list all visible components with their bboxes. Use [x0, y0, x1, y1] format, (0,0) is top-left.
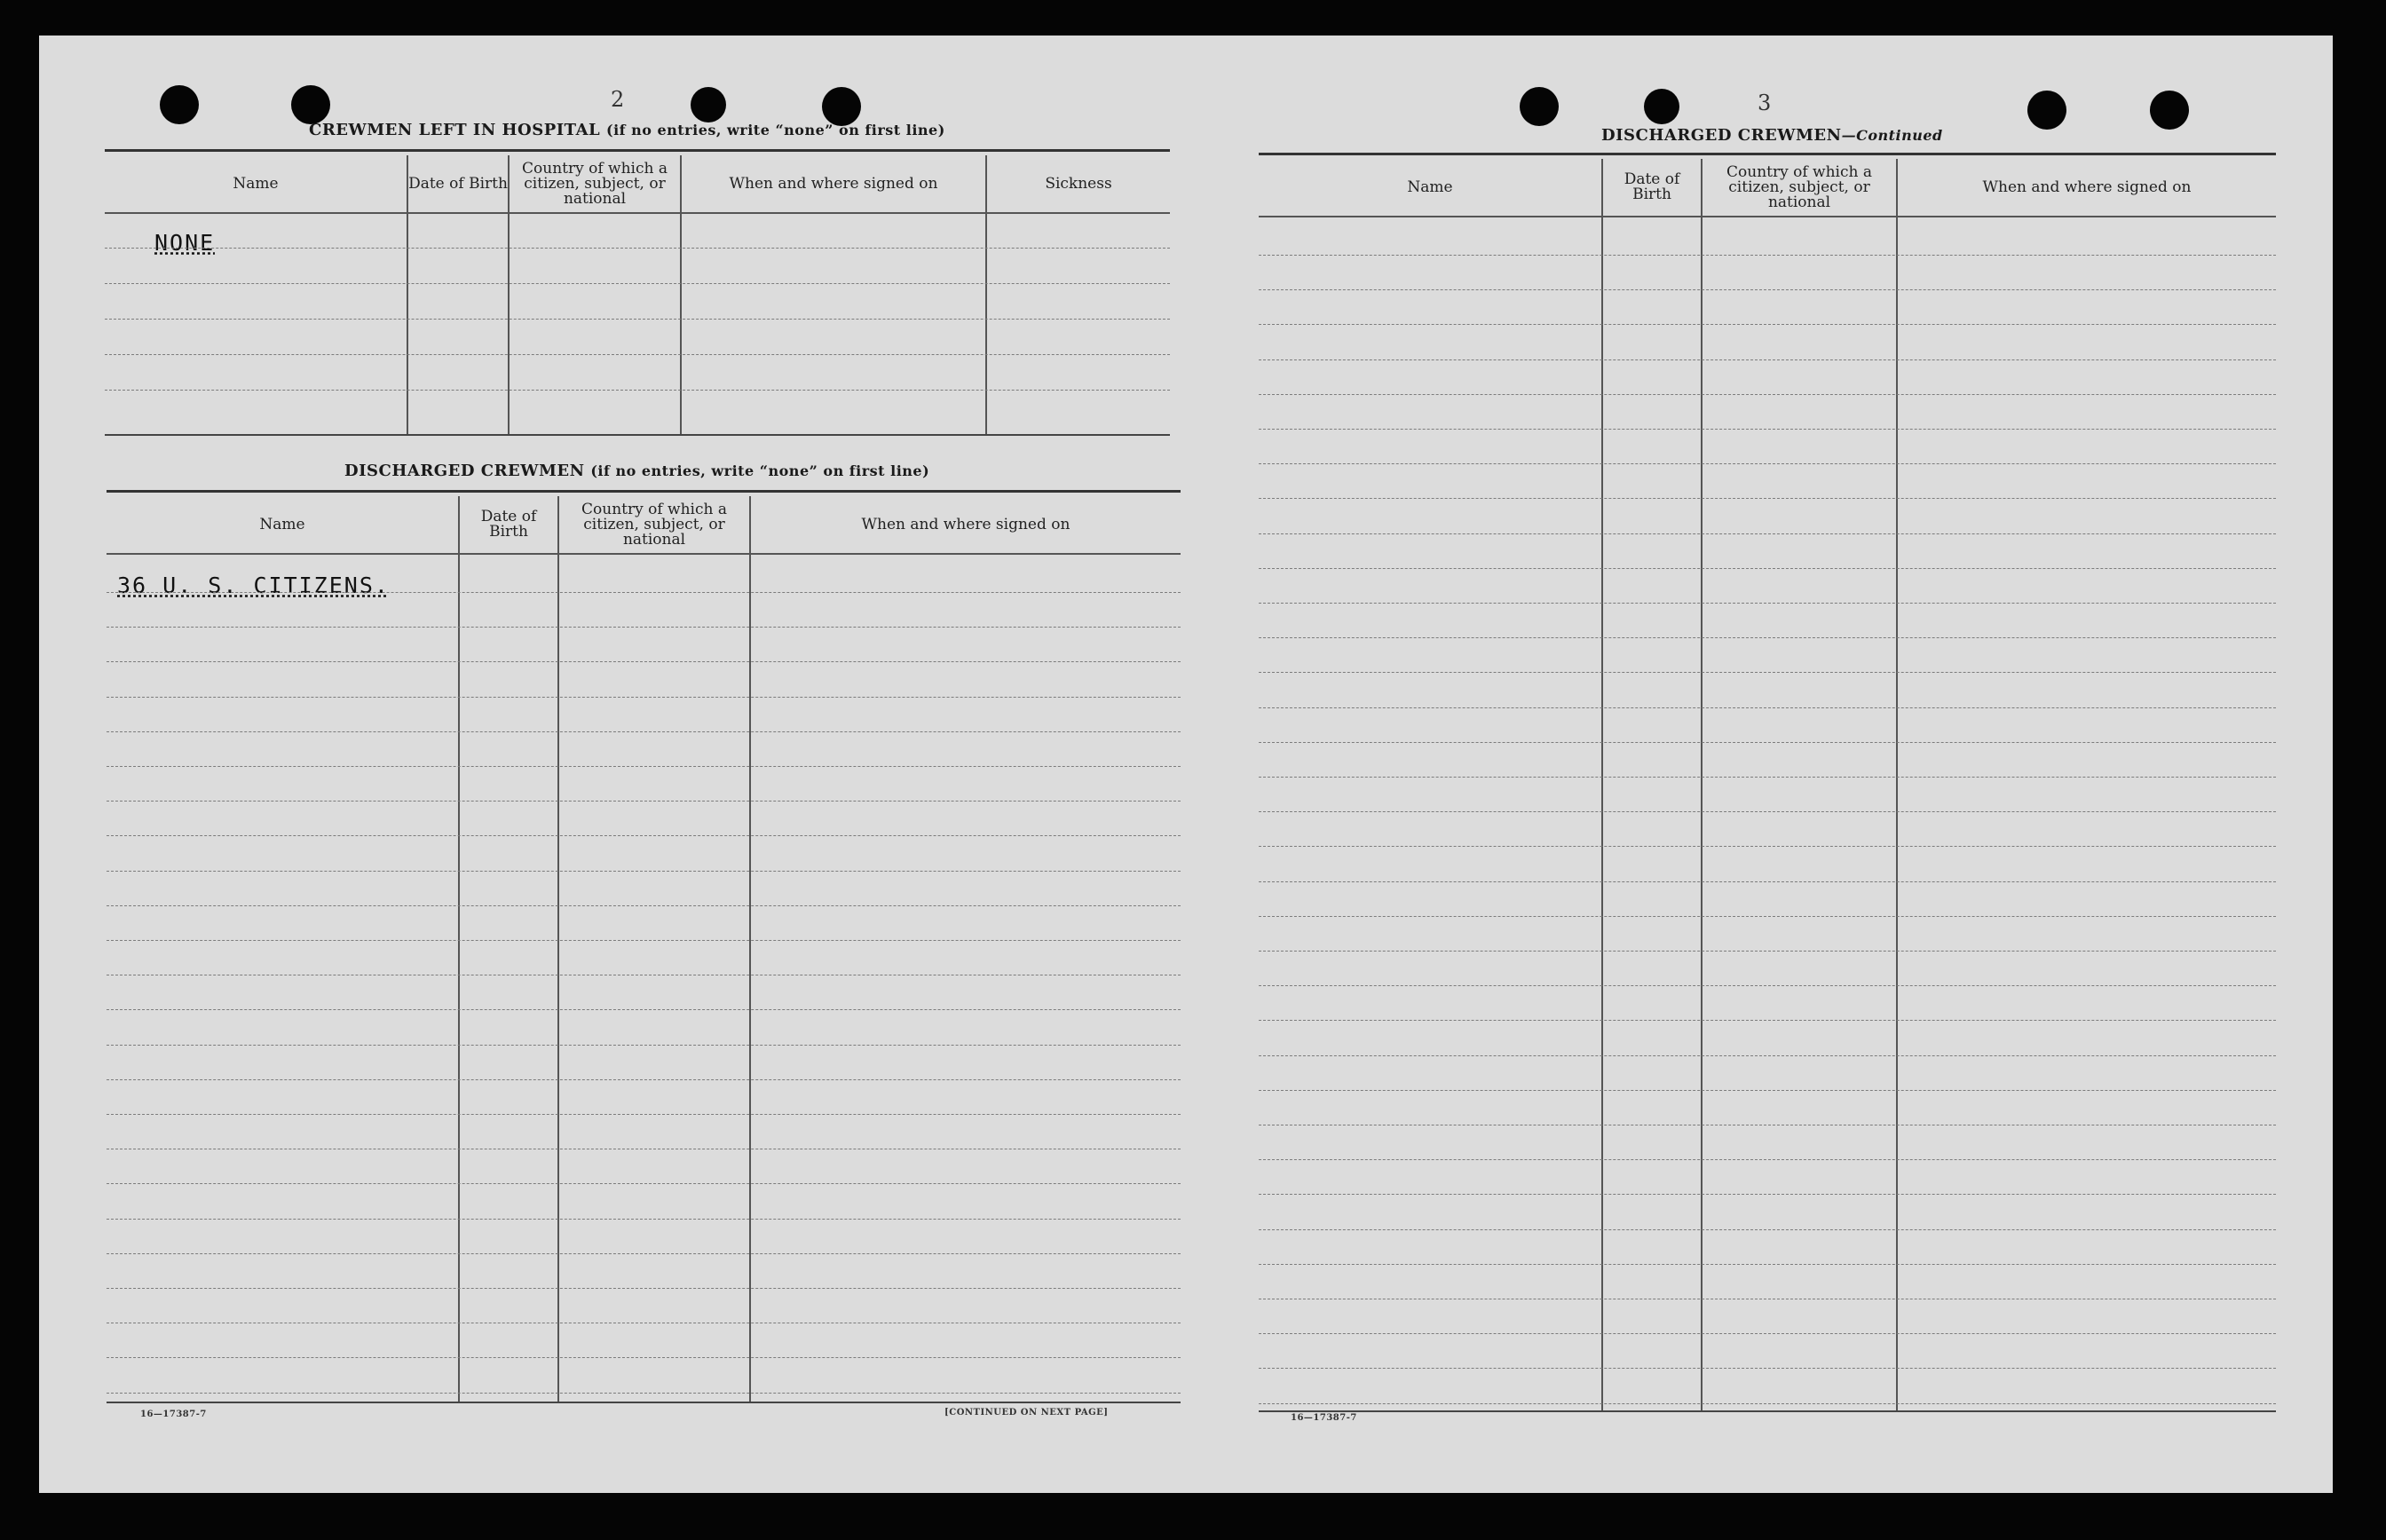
col-header-signed-on: When and where signed on	[729, 174, 938, 193]
column-divider	[508, 155, 510, 434]
continued-note: [CONTINUED ON NEXT PAGE]	[944, 1408, 1109, 1418]
table-row	[107, 1219, 1181, 1220]
column-divider	[557, 496, 559, 1402]
table-row	[1259, 603, 2276, 604]
table-row	[1259, 394, 2276, 395]
column-divider	[1701, 159, 1703, 1410]
column-divider	[1896, 159, 1898, 1410]
table-row	[1259, 1403, 2276, 1404]
discharged-continued-text: DISCHARGED CREWMEN	[1601, 126, 1842, 145]
table-row	[107, 1183, 1181, 1184]
table-row	[105, 390, 1170, 391]
punch-hole	[2027, 91, 2066, 130]
table-row	[1259, 533, 2276, 534]
column-divider	[680, 155, 682, 434]
table-row	[107, 697, 1181, 698]
table-row	[1259, 1333, 2276, 1334]
punch-hole	[291, 85, 330, 124]
table-row	[1259, 1055, 2276, 1056]
column-divider	[458, 496, 460, 1402]
table-row	[107, 1253, 1181, 1254]
col-header-country: Country of which a citizen, subject, or national	[1726, 162, 1872, 211]
continued-label: —Continued	[1841, 127, 1943, 144]
page-number-left: 2	[611, 87, 625, 112]
table-row	[107, 1393, 1181, 1394]
col-header-country: Country of which a citizen, subject, or national	[581, 500, 727, 549]
table-row	[107, 1288, 1181, 1289]
col-header-signed-on: When and where signed on	[1982, 178, 2192, 196]
hospital-table-header	[105, 155, 1170, 214]
punch-hole	[2150, 91, 2189, 130]
column-divider	[1601, 159, 1603, 1410]
col-header-date-of-birth: Date of Birth	[480, 508, 537, 541]
table-row	[1259, 777, 2276, 778]
table-row	[1259, 568, 2276, 569]
discharged-continued-header	[1259, 159, 2276, 217]
punch-hole	[1520, 87, 1559, 126]
punch-hole	[1644, 89, 1679, 124]
table-row	[107, 871, 1181, 872]
table-row	[107, 592, 1181, 593]
table-row	[1259, 846, 2276, 847]
page-number-right: 3	[1758, 91, 1772, 115]
table-row	[1259, 324, 2276, 325]
discharged-section-title	[344, 462, 929, 480]
table-row	[1259, 498, 2276, 499]
hospital-title-text: CREWMEN LEFT IN HOSPITAL	[309, 121, 601, 139]
col-header-name: Name	[233, 174, 279, 193]
table-row	[107, 627, 1181, 628]
table-row	[1259, 1229, 2276, 1230]
table-row	[1259, 672, 2276, 673]
table-row	[107, 940, 1181, 941]
table-row	[1259, 463, 2276, 464]
table-row	[107, 731, 1181, 732]
table-row	[1259, 1020, 2276, 1021]
punch-hole	[691, 87, 726, 122]
discharged-table-header	[107, 496, 1181, 555]
table-row	[1259, 742, 2276, 743]
table-row	[105, 354, 1170, 355]
col-header-name: Name	[1407, 178, 1453, 196]
hospital-table	[105, 149, 1170, 436]
column-divider	[407, 155, 408, 434]
table-row	[1259, 951, 2276, 952]
table-row	[1259, 1264, 2276, 1265]
col-header-name: Name	[259, 515, 305, 533]
col-header-country: Country of which a citizen, subject, or national	[522, 159, 668, 208]
table-row	[107, 905, 1181, 906]
discharged-continued-title	[1601, 126, 1943, 145]
table-row	[1259, 881, 2276, 882]
form-number-left: 16—17387-7	[140, 1410, 207, 1419]
column-divider	[749, 496, 751, 1402]
table-row	[1259, 916, 2276, 917]
column-divider	[985, 155, 987, 434]
table-row	[107, 1079, 1181, 1080]
table-row	[107, 1357, 1181, 1358]
col-header-date-of-birth: Date of Birth	[1624, 170, 1680, 203]
discharged-entry: 36 U. S. CITIZENS.	[117, 573, 390, 598]
table-row	[1259, 255, 2276, 256]
table-row	[107, 1009, 1181, 1010]
table-row	[1259, 359, 2276, 360]
table-row	[107, 801, 1181, 802]
table-row	[1259, 1090, 2276, 1091]
table-row	[1259, 637, 2276, 638]
table-row	[107, 835, 1181, 836]
table-row	[1259, 1368, 2276, 1369]
table-row	[1259, 429, 2276, 430]
col-header-date-of-birth: Date of Birth	[408, 174, 508, 193]
table-row	[1259, 1194, 2276, 1195]
col-header-signed-on: When and where signed on	[861, 515, 1071, 533]
hospital-title-note: (if no entries, write “none” on first line)	[606, 122, 945, 138]
form-number-right: 16—17387-7	[1291, 1413, 1357, 1423]
hospital-entry: NONE	[154, 230, 216, 256]
punch-hole	[160, 85, 199, 124]
table-row	[1259, 985, 2276, 986]
table-row	[1259, 707, 2276, 708]
table-row	[1259, 811, 2276, 812]
form-sheet	[39, 36, 2333, 1493]
table-row	[105, 248, 1170, 249]
discharged-title-text: DISCHARGED CREWMEN	[344, 462, 585, 480]
table-row	[105, 319, 1170, 320]
table-row	[1259, 289, 2276, 290]
discharged-table-right	[1259, 153, 2276, 1412]
discharged-title-note: (if no entries, write “none” on first line)	[590, 462, 930, 479]
col-header-sickness: Sickness	[1045, 174, 1112, 193]
table-row	[107, 661, 1181, 662]
hospital-section-title	[309, 121, 945, 139]
table-row	[107, 766, 1181, 767]
table-row	[1259, 1159, 2276, 1160]
discharged-table-left	[107, 490, 1181, 1403]
table-row	[105, 283, 1170, 284]
table-row	[107, 1114, 1181, 1115]
table-row	[107, 1045, 1181, 1046]
